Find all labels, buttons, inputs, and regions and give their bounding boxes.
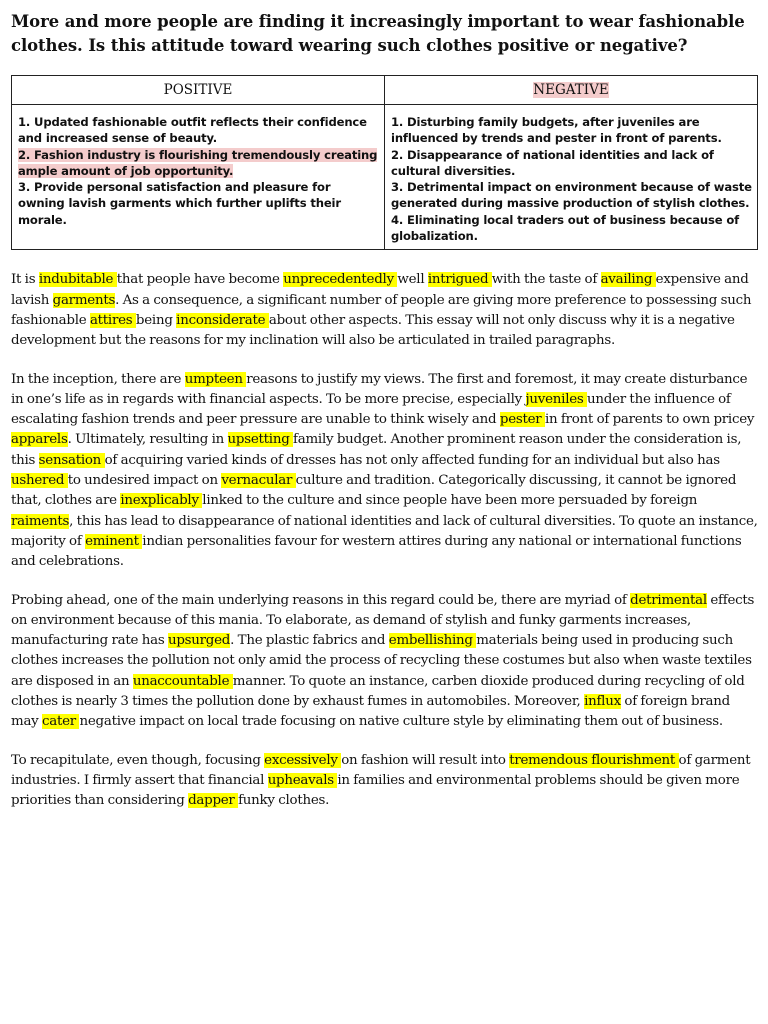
highlighted-word: sensation <box>38 452 105 468</box>
paragraph-text: . As a consequence, a significant number of people are giving more preference to possessing such fashionable <box>11 292 752 328</box>
paragraph-text: effects on environment because of this mania. To elaborate, as demand of stylish and funky garments increases, manufacturing rate has <box>11 592 755 649</box>
essay-paragraph <box>11 270 759 351</box>
negative-point: 4. Eliminating local traders out of business because of globalization. <box>391 212 740 244</box>
highlighted-word: upheavals <box>267 772 338 788</box>
highlighted-word: apparels <box>11 432 68 448</box>
table-header-row <box>12 76 758 105</box>
highlighted-word: embellishing <box>388 633 477 649</box>
highlighted-word: juveniles <box>525 391 588 407</box>
paragraph-text: to undesired impact on <box>67 473 222 489</box>
highlighted-word: cater <box>42 714 80 730</box>
paragraph-text: indian personalities favour for western attires during any national or international functions and celebrations. <box>11 533 742 570</box>
comparison-table <box>11 75 758 250</box>
highlighted-word: ushered <box>11 473 68 489</box>
paragraph-text: in families and environmental problems should be given more priorities than considering <box>11 772 740 809</box>
essay-question: More and more people are finding it increasingly important to wear fashionable clothes. Is this attitude toward wearing such clothes positive or negative? <box>11 12 745 55</box>
paragraph-text: being <box>135 312 177 328</box>
paragraph-text: . Ultimately, resulting in <box>67 432 228 448</box>
highlighted-word: eminent <box>85 533 143 549</box>
highlighted-word: indubitable <box>38 272 117 288</box>
positive-point: 1. Updated fashionable outfit reflects their confidence and increased sense of beauty. <box>18 115 367 146</box>
highlighted-word: pester <box>499 412 545 428</box>
paragraph-text: expensive and lavish <box>11 272 749 308</box>
highlighted-word: detrimental <box>630 592 707 608</box>
highlighted-word: dapper <box>188 793 239 809</box>
paragraph-text: in front of parents to own pricey <box>544 412 755 428</box>
negative-header-cell <box>385 76 758 105</box>
highlighted-word: tremendous flourishment <box>509 752 679 768</box>
paragraph-text: on fashion will result into <box>341 752 510 768</box>
highlighted-word: vernacular <box>221 473 296 489</box>
paragraph-text: negative impact on local trade focusing on native culture style by eliminating them out of business. <box>79 714 723 730</box>
positive-points-cell <box>12 105 385 250</box>
essay-body <box>11 270 759 811</box>
essay-paragraph <box>11 751 759 812</box>
paragraph-text: family budget. Another prominent reason under the consideration is, this <box>11 432 742 468</box>
paragraph-text: well <box>397 272 428 288</box>
paragraph-text: under the influence of escalating fashion trends and peer pressure are unable to think wisely and <box>11 391 731 428</box>
highlighted-word: upsetting <box>227 432 294 448</box>
highlighted-word: excessively <box>264 752 342 768</box>
paragraph-text: with the taste of <box>491 272 601 288</box>
paragraph-text: . The plastic fabrics and <box>230 633 389 649</box>
negative-header: NEGATIVE <box>533 82 609 98</box>
highlighted-word: inexplicably <box>120 493 203 509</box>
highlighted-word: inconsiderate <box>176 312 269 328</box>
negative-point: 1. Disturbing family budgets, after juveniles are influenced by trends and pester in front of parents. <box>391 115 722 146</box>
essay-paragraph <box>11 370 759 573</box>
paragraph-text: reasons to justify my views. The first and foremost, it may create disturbance in one’s life as in regards with financial aspects. To be more precise, especially <box>11 371 748 407</box>
negative-points-cell <box>385 105 758 250</box>
table-body-row <box>12 105 758 250</box>
paragraph-text: In the inception, there are <box>11 371 185 387</box>
essay-paragraph <box>11 591 759 733</box>
highlighted-word: influx <box>584 694 621 710</box>
paragraph-text: materials being used in producing such clothes increases the pollution not only amid the process of recycling these costumes but also when waste textiles are disposed in an <box>11 633 752 689</box>
highlighted-word: garments <box>52 292 116 308</box>
paragraph-text: funky clothes. <box>238 793 330 809</box>
paragraph-text: that people have become <box>116 272 284 288</box>
highlighted-word: intrigued <box>427 272 492 288</box>
paragraph-text: It is <box>11 272 39 288</box>
highlighted-word: attires <box>89 312 136 328</box>
paragraph-text: culture and tradition. Categorically discussing, it cannot be ignored that, clothes are <box>11 473 737 509</box>
paragraph-text: , this has lead to disappearance of national identities and lack of cultural diversities. To quote an instance, majority of <box>11 513 758 549</box>
highlighted-word: upsurged <box>167 633 231 649</box>
positive-point: 2. Fashion industry is flourishing tremendously creating ample amount of job opportunity. <box>18 147 378 178</box>
highlighted-word: unaccountable <box>132 673 233 689</box>
highlighted-word: availing <box>600 272 656 288</box>
highlighted-word: raiments <box>11 513 70 529</box>
document <box>11 10 759 812</box>
paragraph-text: of foreign brand may <box>11 694 730 730</box>
negative-point: 3. Detrimental impact on environment because of waste generated during massive production of stylish clothes. <box>391 180 752 211</box>
paragraph-text: To recapitulate, even though, focusing <box>11 752 265 768</box>
paragraph-text: about other aspects. This essay will not only discuss why it is a negative development but the reasons for my inclination will also be articulated in trailed paragraphs. <box>11 312 735 349</box>
highlighted-word: umpteen <box>184 371 247 387</box>
paragraph-text: Probing ahead, one of the main underlying reasons in this regard could be, there are myriad of <box>11 592 631 608</box>
highlighted-word: unprecedentedly <box>283 272 398 288</box>
paragraph-text: linked to the culture and since people have been more persuaded by foreign <box>202 493 698 509</box>
positive-header: POSITIVE <box>163 82 233 98</box>
paragraph-text: of garment industries. I firmly assert that financial <box>11 752 751 788</box>
paragraph-text: manner. To quote an instance, carben dioxide produced during recycling of old clothes is nearly 3 times the pollution done by exhaust fumes in automobiles. Moreover, <box>11 673 745 710</box>
negative-point: 2. Disappearance of national identities and lack of cultural diversities. <box>391 147 714 178</box>
paragraph-text: of acquiring varied kinds of dresses has not only affected funding for an individual but also has <box>104 452 720 468</box>
positive-header-cell <box>12 76 385 105</box>
positive-point: 3. Provide personal satisfaction and pleasure for owning lavish garments which further uplifts their morale. <box>18 180 341 227</box>
